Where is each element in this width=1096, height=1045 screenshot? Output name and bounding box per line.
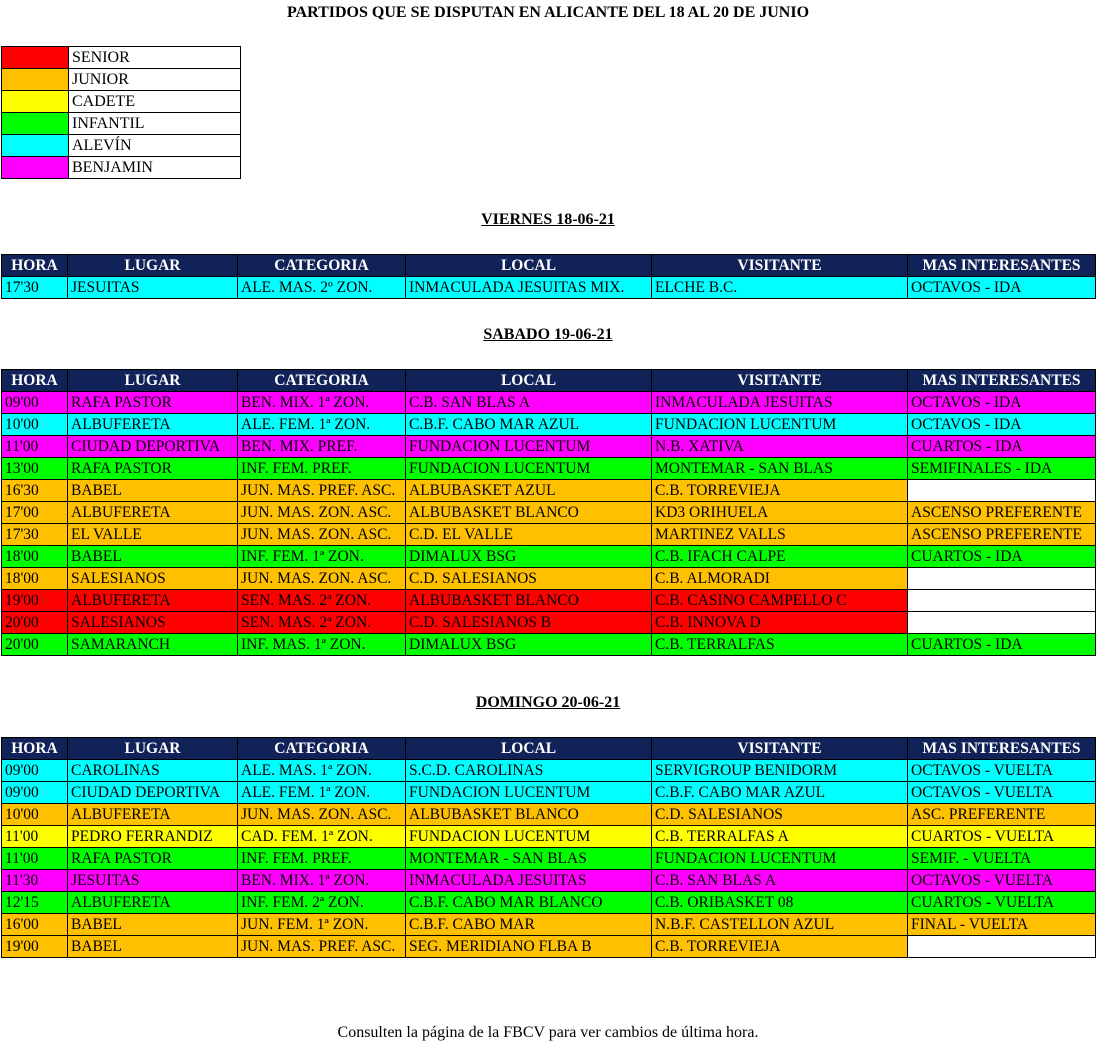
column-header-visitante: VISITANTE [652,370,908,392]
cell-local: FUNDACION LUCENTUM [406,782,652,804]
cell-visitante: C.B. TERRALFAS [652,634,908,656]
cell-lugar: ALBUFERETA [68,804,238,826]
cell-local: DIMALUX BSG [406,634,652,656]
cell-hora: 17'30 [2,277,68,299]
table-row [2,590,1096,612]
cell-mas-interesantes: ASC. PREFERENTE [908,804,1096,826]
table-row [2,612,1096,634]
cell-categoria: JUN. MAS. ZON. ASC. [238,804,406,826]
cell-lugar: SALESIANOS [68,568,238,590]
column-header-local: LOCAL [406,255,652,277]
cell-categoria: ALE. MAS. 1ª ZON. [238,760,406,782]
cell-categoria: INF. FEM. PREF. [238,458,406,480]
cell-visitante: C.B. TORREVIEJA [652,936,908,958]
cell-visitante: MARTINEZ VALLS [652,524,908,546]
cell-mas-interesantes: CUARTOS - IDA [908,436,1096,458]
cell-hora: 09'00 [2,392,68,414]
footer-note: Consulten la página de la FBCV para ver cambios de última hora. [337,1024,759,1041]
cell-mas-interesantes: OCTAVOS - IDA [908,414,1096,436]
cell-visitante: C.B. TORREVIEJA [652,480,908,502]
cell-mas-interesantes: FINAL - VUELTA [908,914,1096,936]
cell-categoria: JUN. MAS. PREF. ASC. [238,480,406,502]
column-header-categoria: CATEGORIA [238,255,406,277]
table-row [2,760,1096,782]
column-header-mas-interesantes: MAS INTERESANTES [908,370,1096,392]
cell-lugar: SAMARANCH [68,634,238,656]
cell-local: ALBUBASKET BLANCO [406,502,652,524]
cell-hora: 19'00 [2,936,68,958]
column-header-mas-interesantes: MAS INTERESANTES [908,738,1096,760]
cell-local: MONTEMAR - SAN BLAS [406,848,652,870]
legend-swatch [2,69,69,91]
cell-lugar: JESUITAS [68,277,238,299]
cell-lugar: ALBUFERETA [68,590,238,612]
cell-lugar: ALBUFERETA [68,892,238,914]
category-legend [1,46,241,179]
column-header-local: LOCAL [406,370,652,392]
cell-categoria: BEN. MIX. 1ª ZON. [238,870,406,892]
cell-categoria: SEN. MAS. 2ª ZON. [238,590,406,612]
cell-local: ALBUBASKET AZUL [406,480,652,502]
legend-label: SENIOR [69,47,241,69]
schedule-table-viernes [1,254,1096,299]
column-header-hora: HORA [2,738,68,760]
cell-mas-interesantes: OCTAVOS - VUELTA [908,782,1096,804]
column-header-hora: HORA [2,255,68,277]
cell-categoria: ALE. FEM. 1ª ZON. [238,414,406,436]
column-header-lugar: LUGAR [68,255,238,277]
cell-mas-interesantes [908,936,1096,958]
cell-hora: 17'30 [2,524,68,546]
table-row [2,848,1096,870]
cell-lugar: RAFA PASTOR [68,848,238,870]
cell-lugar: EL VALLE [68,524,238,546]
legend-swatch [2,47,69,69]
day-title-domingo: DOMINGO 20-06-21 [475,694,621,711]
cell-lugar: BABEL [68,936,238,958]
column-header-mas-interesantes: MAS INTERESANTES [908,255,1096,277]
cell-local: C.B.F. CABO MAR BLANCO [406,892,652,914]
table-row [2,914,1096,936]
cell-visitante: C.B. ORIBASKET 08 [652,892,908,914]
column-header-local: LOCAL [406,738,652,760]
legend-label: JUNIOR [69,69,241,91]
day-title-sabado: SABADO 19-06-21 [483,326,613,343]
cell-visitante: MONTEMAR - SAN BLAS [652,458,908,480]
cell-categoria: ALE. FEM. 1ª ZON. [238,782,406,804]
cell-lugar: ALBUFERETA [68,502,238,524]
cell-categoria: JUN. MAS. ZON. ASC. [238,568,406,590]
cell-categoria: SEN. MAS. 2ª ZON. [238,612,406,634]
table-row [2,414,1096,436]
column-header-lugar: LUGAR [68,738,238,760]
table-row [2,634,1096,656]
cell-mas-interesantes: OCTAVOS - IDA [908,392,1096,414]
cell-categoria: JUN. FEM. 1ª ZON. [238,914,406,936]
cell-local: C.B.F. CABO MAR [406,914,652,936]
cell-hora: 09'00 [2,782,68,804]
cell-categoria: INF. FEM. PREF. [238,848,406,870]
cell-mas-interesantes: ASCENSO PREFERENTE [908,502,1096,524]
cell-local: FUNDACION LUCENTUM [406,826,652,848]
table-row [2,524,1096,546]
cell-local: C.B.F. CABO MAR AZUL [406,414,652,436]
schedule-table-domingo [1,737,1096,958]
legend-row [2,91,241,113]
cell-hora: 20'00 [2,634,68,656]
cell-lugar: SALESIANOS [68,612,238,634]
cell-visitante: FUNDACION LUCENTUM [652,848,908,870]
cell-lugar: BABEL [68,480,238,502]
cell-local: C.D. SALESIANOS [406,568,652,590]
cell-local: C.D. EL VALLE [406,524,652,546]
cell-mas-interesantes: ASCENSO PREFERENTE [908,524,1096,546]
cell-local: ALBUBASKET BLANCO [406,590,652,612]
legend-row [2,69,241,91]
cell-categoria: BEN. MIX. 1ª ZON. [238,392,406,414]
cell-mas-interesantes: CUARTOS - VUELTA [908,892,1096,914]
cell-lugar: CIUDAD DEPORTIVA [68,782,238,804]
column-header-categoria: CATEGORIA [238,370,406,392]
cell-hora: 16'30 [2,480,68,502]
cell-lugar: CAROLINAS [68,760,238,782]
cell-hora: 18'00 [2,546,68,568]
legend-swatch [2,135,69,157]
cell-visitante: C.B. INNOVA D [652,612,908,634]
cell-local: ALBUBASKET BLANCO [406,804,652,826]
cell-hora: 20'00 [2,612,68,634]
cell-categoria: CAD. FEM. 1ª ZON. [238,826,406,848]
table-row [2,870,1096,892]
legend-label: BENJAMIN [69,157,241,179]
cell-visitante: C.B. SAN BLAS A [652,870,908,892]
cell-mas-interesantes: CUARTOS - IDA [908,634,1096,656]
legend-swatch [2,91,69,113]
cell-local: C.D. SALESIANOS B [406,612,652,634]
legend-row [2,113,241,135]
legend-row [2,157,241,179]
legend-label: INFANTIL [69,113,241,135]
table-row [2,436,1096,458]
cell-mas-interesantes: OCTAVOS - VUELTA [908,870,1096,892]
cell-categoria: BEN. MIX. PREF. [238,436,406,458]
column-header-visitante: VISITANTE [652,255,908,277]
cell-visitante: N.B.F. CASTELLON AZUL [652,914,908,936]
cell-categoria: INF. FEM. 2ª ZON. [238,892,406,914]
cell-mas-interesantes [908,612,1096,634]
cell-mas-interesantes: OCTAVOS - VUELTA [908,760,1096,782]
cell-categoria: JUN. MAS. ZON. ASC. [238,502,406,524]
table-row [2,936,1096,958]
cell-categoria: JUN. MAS. ZON. ASC. [238,524,406,546]
cell-visitante: C.B. IFACH CALPE [652,546,908,568]
cell-mas-interesantes [908,568,1096,590]
cell-local: SEG. MERIDIANO FLBA B [406,936,652,958]
cell-hora: 13'00 [2,458,68,480]
cell-lugar: BABEL [68,546,238,568]
cell-mas-interesantes: CUARTOS - IDA [908,546,1096,568]
cell-mas-interesantes: CUARTOS - VUELTA [908,826,1096,848]
cell-mas-interesantes: SEMIFINALES - IDA [908,458,1096,480]
cell-local: FUNDACION LUCENTUM [406,436,652,458]
legend-row [2,135,241,157]
table-header-row [2,255,1096,277]
table-row [2,480,1096,502]
legend-row [2,47,241,69]
legend-swatch [2,113,69,135]
column-header-categoria: CATEGORIA [238,738,406,760]
table-row [2,568,1096,590]
cell-hora: 11'30 [2,870,68,892]
cell-hora: 09'00 [2,760,68,782]
cell-visitante: ELCHE B.C. [652,277,908,299]
cell-lugar: ALBUFERETA [68,414,238,436]
cell-hora: 12'15 [2,892,68,914]
cell-local: INMACULADA JESUITAS MIX. [406,277,652,299]
cell-hora: 18'00 [2,568,68,590]
cell-hora: 10'00 [2,804,68,826]
schedule-table-sabado [1,369,1096,656]
cell-lugar: CIUDAD DEPORTIVA [68,436,238,458]
cell-hora: 19'00 [2,590,68,612]
cell-local: S.C.D. CAROLINAS [406,760,652,782]
column-header-visitante: VISITANTE [652,738,908,760]
cell-mas-interesantes: OCTAVOS - IDA [908,277,1096,299]
cell-hora: 17'00 [2,502,68,524]
cell-lugar: RAFA PASTOR [68,458,238,480]
cell-hora: 11'00 [2,826,68,848]
table-row [2,502,1096,524]
legend-label: ALEVÍN [69,135,241,157]
cell-visitante: C.B.F. CABO MAR AZUL [652,782,908,804]
column-header-lugar: LUGAR [68,370,238,392]
page-title: PARTIDOS QUE SE DISPUTAN EN ALICANTE DEL 18 AL 20 DE JUNIO [286,4,810,21]
cell-local: FUNDACION LUCENTUM [406,458,652,480]
cell-mas-interesantes [908,480,1096,502]
cell-mas-interesantes [908,590,1096,612]
table-row [2,458,1096,480]
cell-visitante: N.B. XATIVA [652,436,908,458]
cell-lugar: RAFA PASTOR [68,392,238,414]
cell-hora: 10'00 [2,414,68,436]
cell-visitante: FUNDACION LUCENTUM [652,414,908,436]
cell-categoria: JUN. MAS. PREF. ASC. [238,936,406,958]
column-header-hora: HORA [2,370,68,392]
cell-visitante: SERVIGROUP BENIDORM [652,760,908,782]
cell-local: DIMALUX BSG [406,546,652,568]
cell-hora: 11'00 [2,436,68,458]
cell-local: C.B. SAN BLAS A [406,392,652,414]
table-row [2,782,1096,804]
cell-hora: 11'00 [2,848,68,870]
cell-local: INMACULADA JESUITAS [406,870,652,892]
day-title-viernes: VIERNES 18-06-21 [481,211,615,228]
legend-swatch [2,157,69,179]
table-row [2,277,1096,299]
cell-lugar: PEDRO FERRANDIZ [68,826,238,848]
cell-visitante: C.D. SALESIANOS [652,804,908,826]
cell-categoria: INF. FEM. 1ª ZON. [238,546,406,568]
table-row [2,804,1096,826]
cell-visitante: INMACULADA JESUITAS [652,392,908,414]
cell-lugar: JESUITAS [68,870,238,892]
cell-visitante: C.B. CASINO CAMPELLO C [652,590,908,612]
cell-mas-interesantes: SEMIF. - VUELTA [908,848,1096,870]
table-row [2,546,1096,568]
cell-categoria: INF. MAS. 1ª ZON. [238,634,406,656]
table-header-row [2,738,1096,760]
table-row [2,392,1096,414]
cell-lugar: BABEL [68,914,238,936]
cell-hora: 16'00 [2,914,68,936]
table-row [2,826,1096,848]
legend-label: CADETE [69,91,241,113]
table-header-row [2,370,1096,392]
cell-categoria: ALE. MAS. 2º ZON. [238,277,406,299]
cell-visitante: C.B. TERRALFAS A [652,826,908,848]
cell-visitante: C.B. ALMORADI [652,568,908,590]
cell-visitante: KD3 ORIHUELA [652,502,908,524]
table-row [2,892,1096,914]
